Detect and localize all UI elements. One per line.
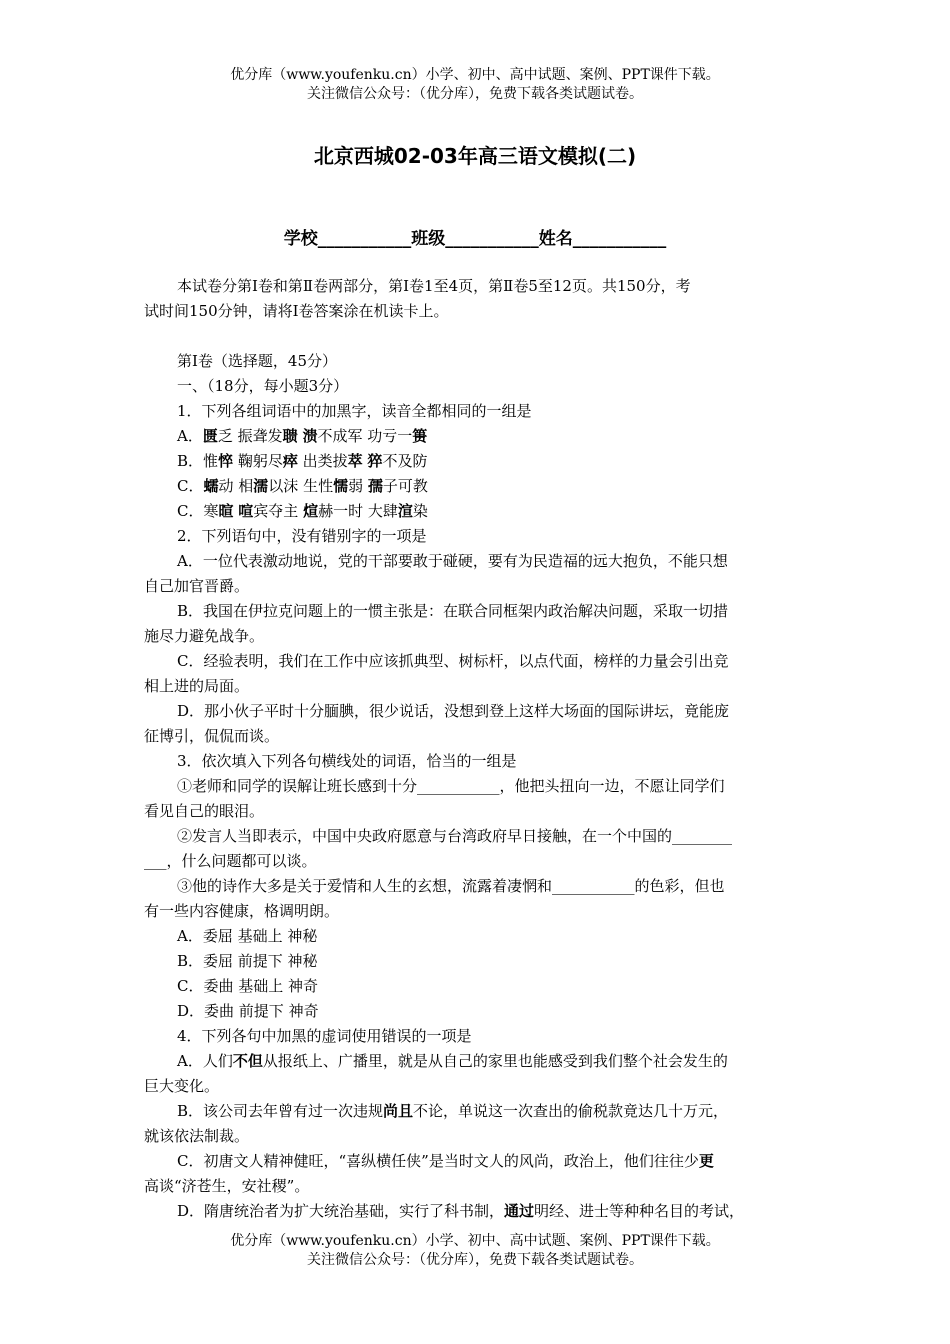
q3-stem: 3．依次填入下列各句横线处的词语，恰当的一组是 <box>177 752 517 770</box>
q2-option-b-line-2: 施尽力避免战争。 <box>144 627 265 645</box>
q1-option-a: A．匮乏 振聋发聩 溃不成军 功亏一篑 <box>177 427 428 445</box>
q3-sentence-1-line-1: ①老师和同学的误解让班长感到十分___________，他把头扭向一边，不愿让同学们 <box>177 777 725 795</box>
q4-option-b-line-2: 就该依法制裁。 <box>144 1127 250 1145</box>
q2-option-c-line-2: 相上进的局面。 <box>144 677 250 695</box>
q4-option-c-line-1: C．初唐文人精神健旺，“喜纵横任侠”是当时文人的风尚，政治上，他们往往少更 <box>177 1152 714 1170</box>
section-title: 第Ⅰ卷（选择题，45分） <box>177 352 338 370</box>
q4-option-d-line-1: D．隋唐统治者为扩大统治基础，实行了科书制，通过明经、进士等种种名目的考试， <box>177 1202 745 1220</box>
page-title: 北京西城02-03年高三语文模拟(二) <box>313 144 637 168</box>
footer-line-1: 优分库（www.youfenku.cn）小学、初中、高中试题、案例、PPT课件下载。 <box>230 1233 720 1249</box>
q2-option-a-line-2: 自己加官晋爵。 <box>144 577 250 595</box>
q3-sentence-2-line-2: ___，什么问题都可以谈。 <box>144 852 317 870</box>
part-one-title: 一、（18分，每小题3分） <box>177 377 349 395</box>
q4-stem: 4．下列各句中加黑的虚词使用错误的一项是 <box>177 1027 472 1045</box>
q2-option-d-line-2: 征博引，侃侃而谈。 <box>144 727 280 745</box>
q4-option-a-line-2: 巨大变化。 <box>144 1077 220 1095</box>
q3-option-d: D．委曲 前提下 神奇 <box>177 1002 319 1020</box>
q3-sentence-1-line-2: 看见自己的眼泪。 <box>144 802 265 820</box>
intro-line-2: 试时间150分钟，请将Ⅰ卷答案涂在机读卡上。 <box>144 302 449 320</box>
q1-option-c: C．蠕动 相濡以沫 生性懦弱 孺子可教 <box>177 477 428 495</box>
student-info-fields: 学校___________班级___________姓名___________ <box>283 229 667 249</box>
q1-option-d: C．寒暄 喧宾夺主 煊赫一时 大肆渲染 <box>177 502 428 520</box>
intro-line-1: 本试卷分第Ⅰ卷和第Ⅱ卷两部分，第Ⅰ卷1至4页，第Ⅱ卷5至12页。共150分，考 <box>177 277 691 295</box>
footer-line-2: 关注微信公众号：（优分库），免费下载各类试题试卷。 <box>307 1252 643 1268</box>
q3-option-c: C．委曲 基础上 神奇 <box>177 977 319 995</box>
q2-option-d-line-1: D．那小伙子平时十分腼腆，很少说话，没想到登上这样大场面的国际讲坛，竟能庞 <box>177 702 730 720</box>
q1-stem: 1．下列各组词语中的加黑字，读音全都相同的一组是 <box>177 402 532 420</box>
q3-sentence-2-line-1: ②发言人当即表示，中国中央政府愿意与台湾政府早日接触，在一个中国的________ <box>177 827 733 845</box>
q2-option-b-line-1: B．我国在伊拉克问题上的一惯主张是：在联合同框架内政治解决问题，采取一切措 <box>177 602 729 620</box>
q2-option-c-line-1: C．经验表明，我们在工作中应该抓典型、树标杆，以点代面，榜样的力量会引出竞 <box>177 652 729 670</box>
q3-sentence-3-line-1: ③他的诗作大多是关于爱情和人生的玄想，流露着凄惘和___________的色彩，但也 <box>177 877 725 895</box>
q4-option-b-line-1: B．该公司去年曾有过一次违规尚且不论，单说这一次查出的偷税款竟达几十万元， <box>177 1102 729 1120</box>
q3-option-a: A．委屈 基础上 神秘 <box>177 927 318 945</box>
q4-option-c-line-2: 高谈“济苍生，安社稷”。 <box>144 1177 310 1195</box>
q2-stem: 2．下列语句中，没有错别字的一项是 <box>177 527 427 545</box>
q1-option-b: B．惟悴 鞠躬尽瘁 出类拔萃 猝不及防 <box>177 452 428 470</box>
q3-option-b: B．委屈 前提下 神秘 <box>177 952 318 970</box>
header-line-2: 关注微信公众号：（优分库），免费下载各类试题试卷。 <box>307 86 643 102</box>
q3-sentence-3-line-2: 有一些内容健康，格调明朗。 <box>144 902 340 920</box>
q2-option-a-line-1: A．一位代表激动地说，党的干部要敢于碰硬，要有为民造福的远大抱负，不能只想 <box>177 552 728 570</box>
header-line-1: 优分库（www.youfenku.cn）小学、初中、高中试题、案例、PPT课件下载。 <box>230 67 720 83</box>
q4-option-a-line-1: A．人们不但从报纸上、广播里，就是从自己的家里也能感受到我们整个社会发生的 <box>177 1052 728 1070</box>
